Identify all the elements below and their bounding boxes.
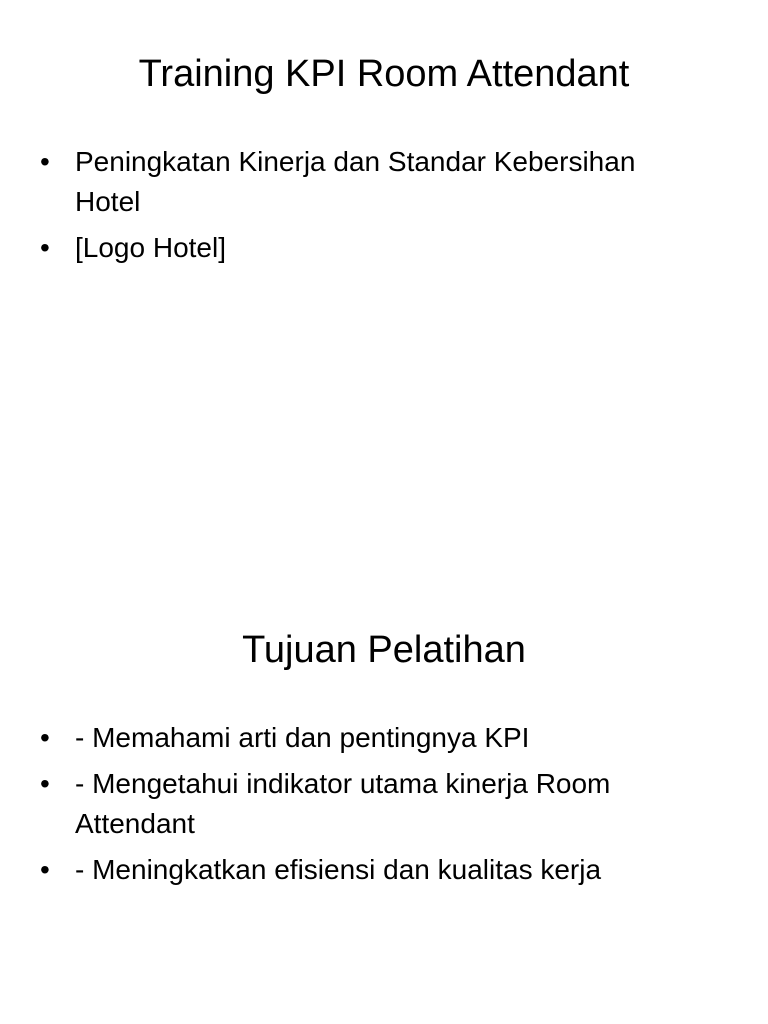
bullet-list bbox=[40, 142, 700, 274]
bullet-text: - Memahami arti dan pentingnya KPI bbox=[75, 722, 530, 753]
slide-title: Training KPI Room Attendant bbox=[138, 53, 630, 95]
bullet-text: - Mengetahui indikator utama kinerja Room Attendant bbox=[75, 768, 611, 839]
bullet-text: Peningkatan Kinerja dan Standar Kebersihan Hotel bbox=[75, 146, 636, 217]
bullet-icon: • bbox=[40, 232, 50, 263]
bullet-icon: • bbox=[40, 722, 50, 753]
bullet-list bbox=[40, 718, 700, 896]
slide-2 bbox=[0, 576, 768, 1024]
bullet-item bbox=[40, 764, 700, 844]
bullet-icon: • bbox=[40, 146, 50, 177]
bullet-item bbox=[40, 142, 700, 222]
bullet-item bbox=[40, 850, 700, 890]
bullet-text: - Meningkatkan efisiensi dan kualitas kerja bbox=[75, 854, 602, 885]
bullet-item bbox=[40, 228, 700, 268]
slide-title: Tujuan Pelatihan bbox=[242, 629, 526, 671]
bullet-icon: • bbox=[40, 768, 50, 799]
bullet-icon: • bbox=[40, 854, 50, 885]
bullet-item bbox=[40, 718, 700, 758]
bullet-text: [Logo Hotel] bbox=[75, 232, 226, 263]
